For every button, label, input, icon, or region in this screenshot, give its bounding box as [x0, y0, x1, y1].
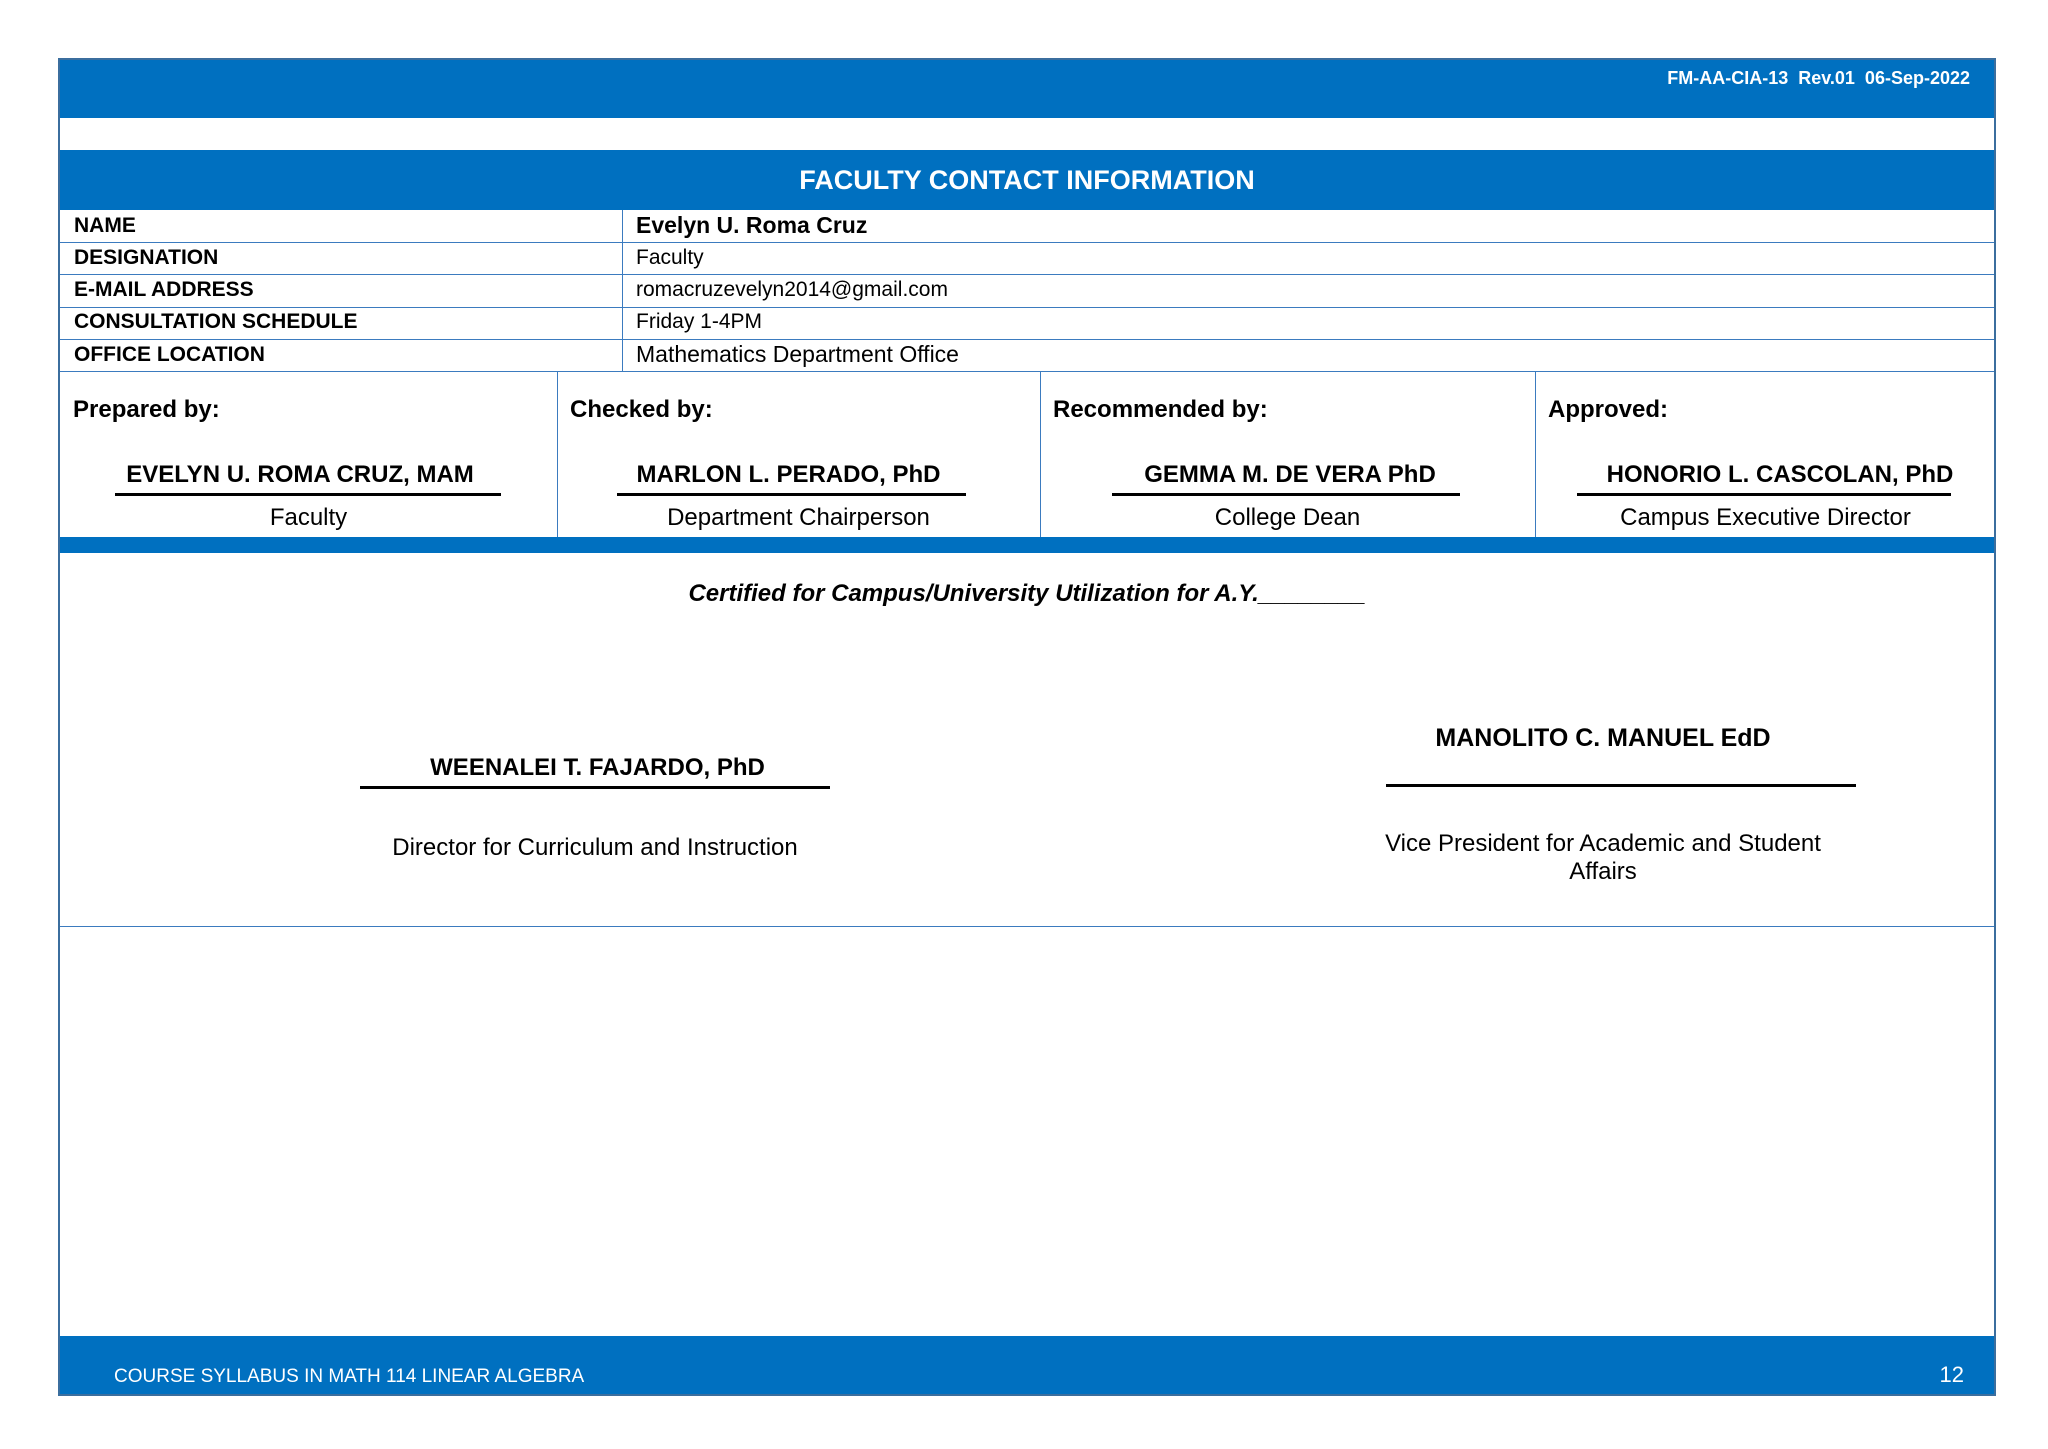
signature-line	[1112, 493, 1460, 496]
signatory-role-line2: Affairs	[1569, 858, 1637, 885]
signatory-name: WEENALEI T. FAJARDO, PhD	[430, 754, 765, 781]
signatory-checked	[557, 372, 1040, 537]
signature-line	[360, 786, 830, 789]
contact-value-designation: Faculty	[636, 246, 704, 269]
signatory-role: Department Chairperson	[667, 504, 930, 531]
signature-line	[1577, 493, 1951, 496]
title-band	[60, 150, 1994, 210]
section-title: FACULTY CONTACT INFORMATION	[799, 165, 1255, 195]
contact-table	[60, 210, 1994, 372]
signatory-recommended	[1040, 372, 1535, 537]
footer-band	[60, 1336, 1994, 1394]
contact-label-email: E-MAIL ADDRESS	[74, 278, 254, 301]
contact-value-office: Mathematics Department Office	[636, 341, 959, 367]
document-page	[58, 58, 1996, 1396]
header-band	[60, 60, 1994, 118]
signatory-heading: Approved:	[1548, 396, 1668, 423]
signatory-prepared	[60, 372, 557, 537]
signatory-role-line1: Vice President for Academic and Student	[1385, 830, 1821, 857]
signatory-name: GEMMA M. DE VERA PhD	[1144, 461, 1436, 488]
contact-label-designation: DESIGNATION	[74, 246, 219, 269]
signatory-heading: Prepared by:	[73, 396, 220, 423]
signature-line	[115, 493, 501, 496]
divider-band	[60, 537, 1994, 553]
cert-signatory-left	[360, 754, 835, 884]
course-title: COURSE SYLLABUS IN MATH 114 LINEAR ALGEBRA	[114, 1366, 585, 1387]
signatory-role: Faculty	[269, 504, 348, 531]
contact-value-schedule: Friday 1-4PM	[636, 310, 763, 333]
signature-line	[617, 493, 966, 496]
signatory-name: HONORIO L. CASCOLAN, PhD	[1606, 461, 1954, 488]
document-reference: FM-AA-CIA-13 Rev.01 06-Sep-2022	[1667, 68, 1970, 88]
contact-value-name: Evelyn U. Roma Cruz	[636, 212, 868, 238]
page-number: 12	[1939, 1362, 1964, 1387]
signatory-name: EVELYN U. ROMA CRUZ, MAM	[126, 461, 474, 488]
certification-text: Certified for Campus/University Utilization for A.Y.________	[688, 580, 1366, 607]
signatory-heading: Checked by:	[570, 396, 713, 423]
signatory-approved	[1535, 372, 1996, 537]
contact-label-schedule: CONSULTATION SCHEDULE	[74, 310, 358, 333]
signatory-role: College Dean	[1214, 504, 1361, 531]
section-divider	[60, 926, 1994, 927]
signatory-role: Director for Curriculum and Instruction	[392, 834, 798, 861]
contact-label-office: OFFICE LOCATION	[74, 343, 265, 366]
signatory-name: MARLON L. PERADO, PhD	[636, 461, 941, 488]
contact-value-email: romacruzevelyn2014@gmail.com	[636, 278, 948, 301]
contact-label-name: NAME	[74, 214, 136, 237]
signature-line	[1386, 784, 1856, 787]
signatory-role: Campus Executive Director	[1620, 504, 1911, 531]
cert-signatory-right	[1328, 724, 1878, 894]
signatory-name: MANOLITO C. MANUEL EdD	[1435, 724, 1771, 752]
signatory-heading: Recommended by:	[1053, 396, 1268, 423]
